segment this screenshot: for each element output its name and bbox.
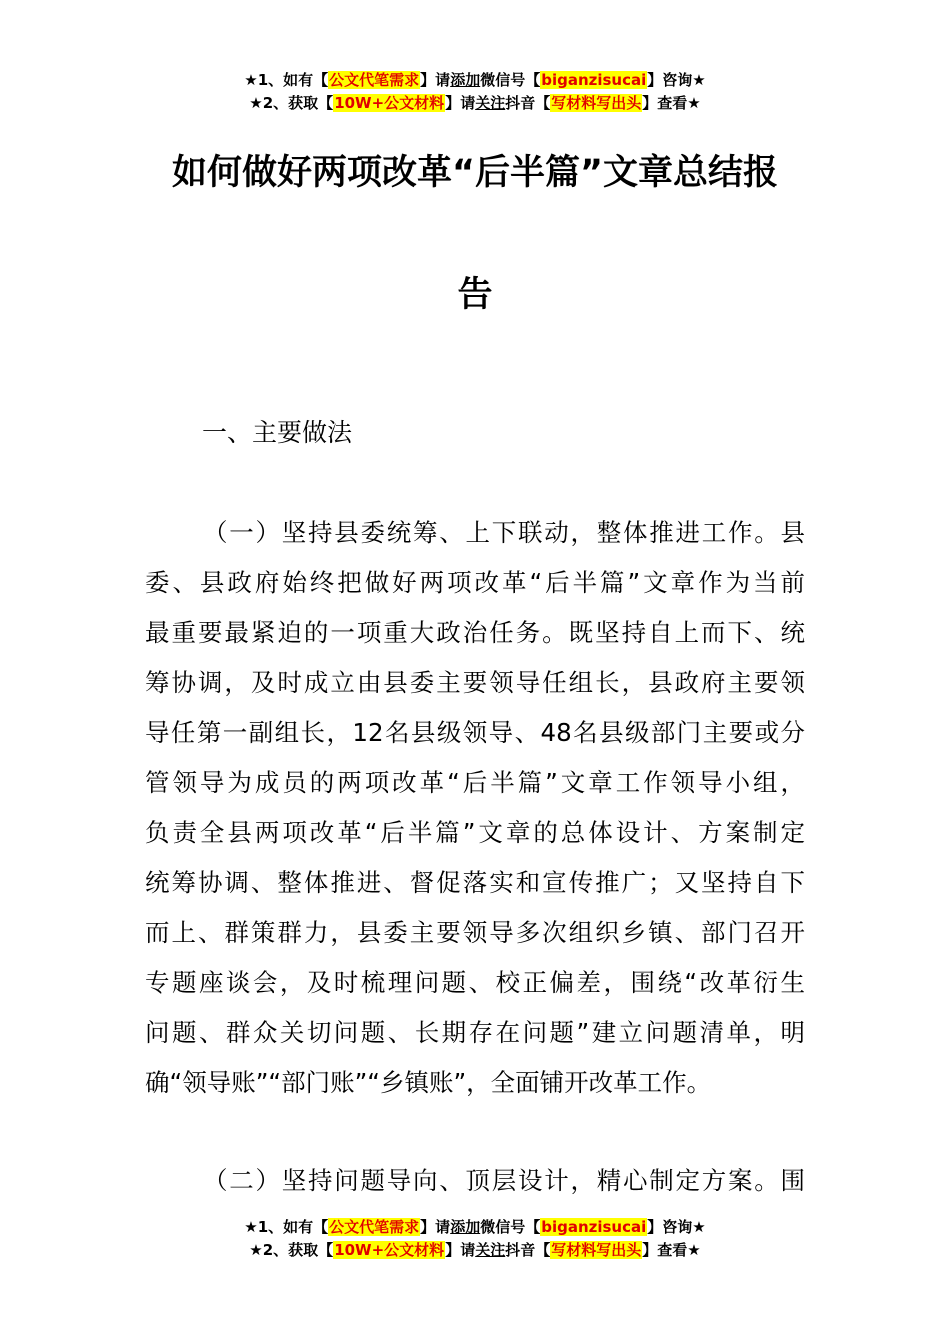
paragraph-line: 管领导为成员的两项改革“后半篇”文章工作领导小组， [145, 768, 805, 797]
promo-line-2-highlight-materials: 10W+公文材料 [334, 94, 445, 112]
paragraph-line: 负责全县两项改革“后半篇”文章的总体设计、方案制定 [145, 818, 805, 847]
paragraph-line: （一）坚持县委统筹、上下联动，整体推进工作。县 [203, 518, 805, 547]
paragraph-line: 而上、群策群力，县委主要领导多次组织乡镇、部门召开 [145, 918, 805, 947]
paragraph-line: 问题、群众关切问题、长期存在问题”建立问题清单，明 [145, 1018, 805, 1047]
paragraph-line: 筹协调，及时成立由县委主要领导任组长，县政府主要领 [145, 668, 805, 697]
promo-line-2-prefix: ★2、获取【 [249, 1241, 334, 1259]
promo-line-1-suffix: 】咨询★ [647, 1218, 706, 1236]
promo-line-2-underline: 关注 [475, 1241, 506, 1259]
promo-line-1-underline: 添加 [450, 71, 481, 89]
promo-line-2-mid: 】请 [445, 94, 476, 112]
promo-line-1 [0, 1216, 950, 1239]
section-heading: 一、主要做法 [202, 418, 353, 447]
promo-line-1-underline: 添加 [450, 1218, 481, 1236]
header-promo-banner [0, 69, 950, 115]
paragraph-line: 最重要最紧迫的一项重大政治任务。既坚持自上而下、统 [145, 618, 805, 647]
promo-line-2-mid: 】请 [445, 1241, 476, 1259]
promo-line-2-suffix: 】查看★ [642, 1241, 701, 1259]
promo-line-1-highlight-service: 公文代笔需求 [329, 71, 420, 89]
paragraph-line: 统筹协调、整体推进、督促落实和宣传推广；又坚持自下 [145, 868, 805, 897]
promo-line-2-prefix: ★2、获取【 [249, 94, 334, 112]
document-title-line-1: 如何做好两项改革“后半篇”文章总结报 [171, 153, 778, 193]
promo-line-2 [0, 92, 950, 115]
promo-line-1-mid: 】请 [420, 71, 451, 89]
paragraph-line: （二）坚持问题导向、顶层设计，精心制定方案。围 [203, 1166, 805, 1195]
paragraph-line: 确“领导账”“部门账”“乡镇账”，全面铺开改革工作。 [145, 1068, 712, 1097]
promo-line-1-highlight-wechat: biganzisucai [541, 1218, 647, 1236]
footer-promo-banner [0, 1216, 950, 1262]
promo-line-2-mid2: 抖音【 [505, 94, 551, 112]
promo-line-2-suffix: 】查看★ [642, 94, 701, 112]
promo-line-2-highlight-materials: 10W+公文材料 [334, 1241, 445, 1259]
promo-line-2-underline: 关注 [475, 94, 506, 112]
promo-line-1-mid2: 微信号【 [480, 1218, 541, 1236]
paragraph-line: 委、县政府始终把做好两项改革“后半篇”文章作为当前 [145, 568, 805, 597]
promo-line-1-highlight-service: 公文代笔需求 [329, 1218, 420, 1236]
promo-line-1 [0, 69, 950, 92]
promo-line-2-highlight-douyin: 写材料写出头 [551, 1241, 642, 1259]
promo-line-2-mid2: 抖音【 [505, 1241, 551, 1259]
promo-line-1-suffix: 】咨询★ [647, 71, 706, 89]
paragraph-line: 专题座谈会，及时梳理问题、校正偏差，围绕“改革衍生 [145, 968, 805, 997]
paragraph-1 [145, 508, 805, 1108]
promo-line-1-mid2: 微信号【 [480, 71, 541, 89]
promo-line-2 [0, 1239, 950, 1262]
promo-line-1-highlight-wechat: biganzisucai [541, 71, 647, 89]
promo-line-2-highlight-douyin: 写材料写出头 [551, 94, 642, 112]
promo-line-1-mid: 】请 [420, 1218, 451, 1236]
document-title-line-2: 告 [457, 275, 493, 315]
promo-line-1-prefix: ★1、如有【 [244, 71, 329, 89]
promo-line-1-prefix: ★1、如有【 [244, 1218, 329, 1236]
paragraph-2 [145, 1156, 805, 1206]
paragraph-line: 导任第一副组长，12名县级领导、48名县级部门主要或分 [145, 718, 805, 747]
